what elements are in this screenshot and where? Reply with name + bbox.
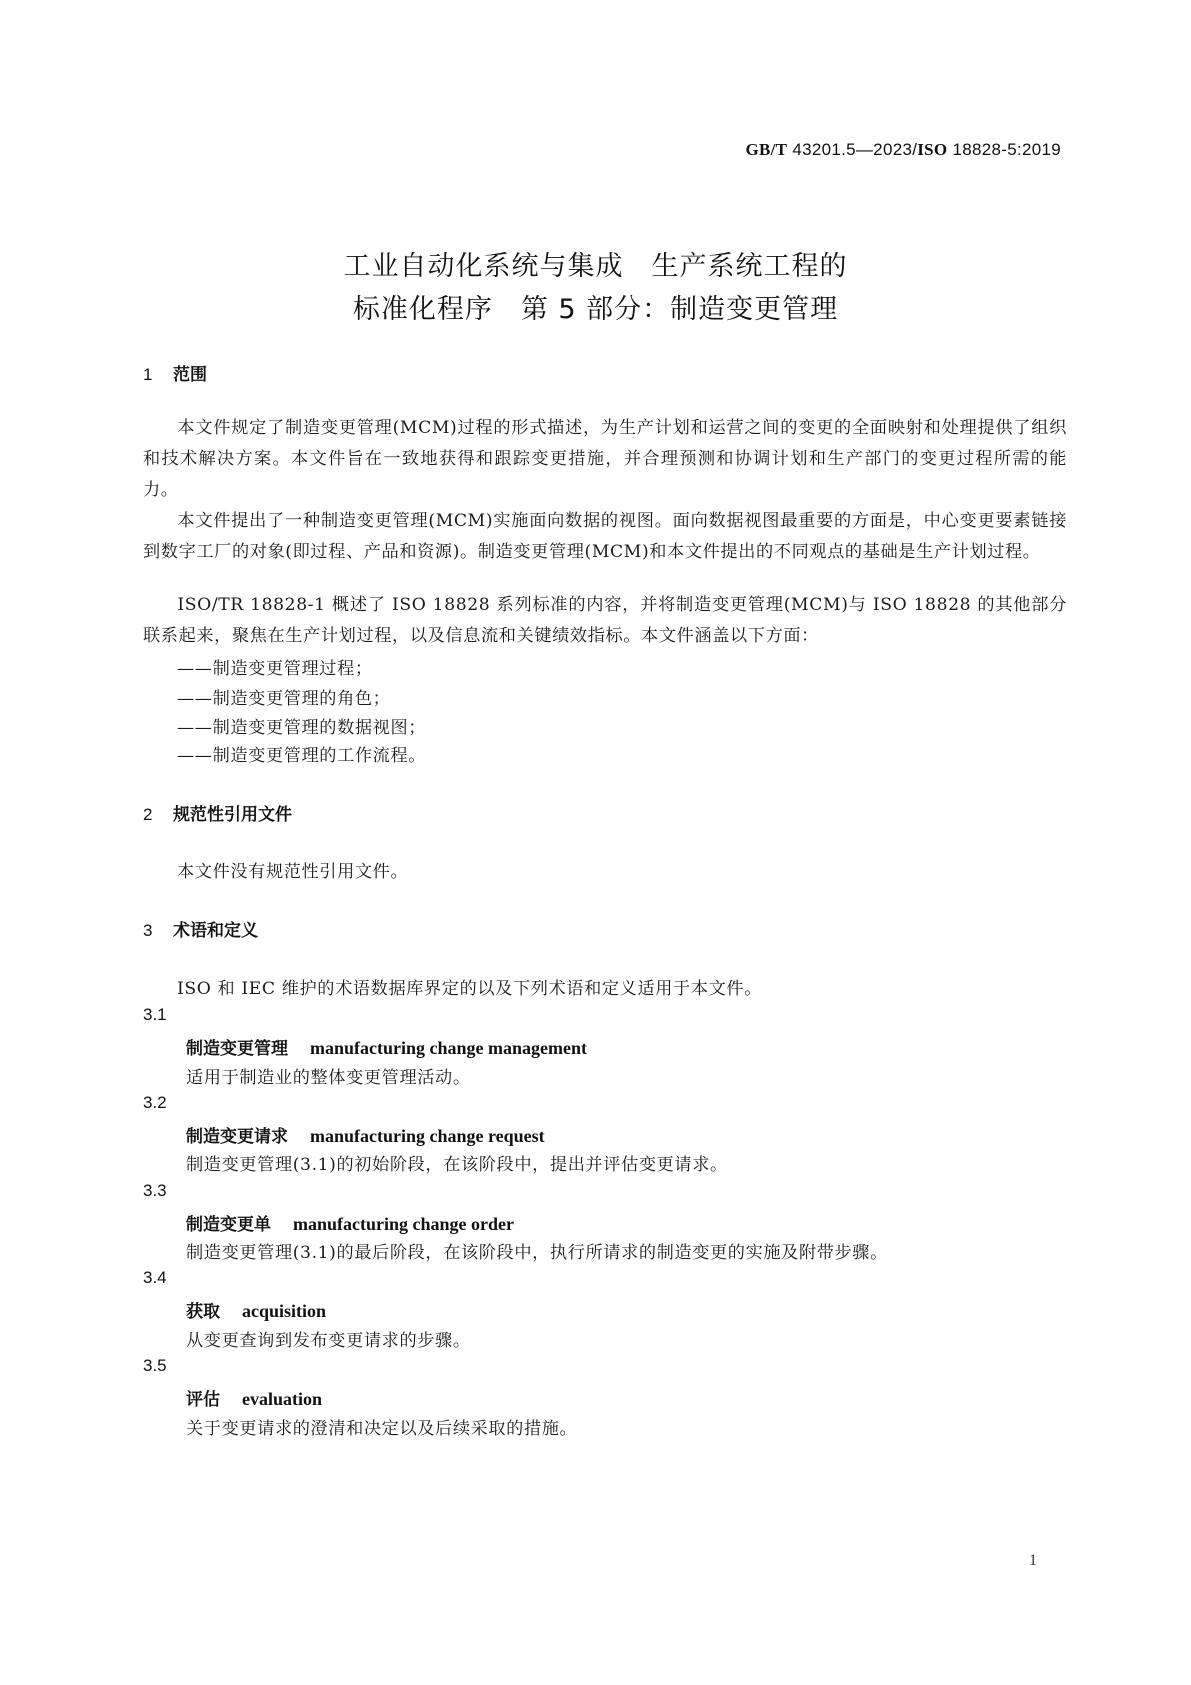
section-2-heading bbox=[143, 800, 292, 825]
section-number: 2 bbox=[143, 805, 153, 824]
document-title-line2: 标准化程序 第 5 部分：制造变更管理 bbox=[352, 294, 839, 325]
section-3-heading bbox=[143, 916, 258, 941]
term-zh: 评估 bbox=[186, 1390, 220, 1410]
standard-number bbox=[745, 140, 1061, 160]
term-heading bbox=[186, 1210, 514, 1235]
term-zh: 制造变更请求 bbox=[186, 1127, 288, 1147]
term-number: 3.2 bbox=[143, 1093, 167, 1112]
list-item: ——制造变更管理的数据视图； bbox=[177, 718, 427, 738]
section-3-intro: ISO 和 IEC 维护的术语数据库界定的以及下列术语和定义适用于本文件。 bbox=[177, 979, 762, 999]
term-number: 3.4 bbox=[143, 1268, 167, 1287]
term-en: acquisition bbox=[242, 1301, 327, 1321]
iso-number: 18828-5:2019 bbox=[947, 140, 1061, 159]
term-heading bbox=[186, 1297, 326, 1322]
term-en: evaluation bbox=[242, 1389, 323, 1409]
term-heading bbox=[186, 1034, 587, 1059]
term-number: 3.3 bbox=[143, 1181, 167, 1200]
page-number: 1 bbox=[1029, 1552, 1037, 1569]
term-number: 3.1 bbox=[143, 1005, 167, 1024]
std-number: 43201.5—2023/ bbox=[787, 140, 918, 159]
section-title: 规范性引用文件 bbox=[173, 805, 292, 825]
term-en: manufacturing change request bbox=[310, 1126, 545, 1146]
term-definition: 制造变更管理(3.1)的最后阶段，在该阶段中，执行所请求的制造变更的实施及附带步骤。 bbox=[186, 1243, 888, 1263]
term-zh: 制造变更单 bbox=[186, 1215, 271, 1235]
term-number: 3.5 bbox=[143, 1356, 167, 1375]
section-2-text: 本文件没有规范性引用文件。 bbox=[177, 862, 409, 882]
term-heading bbox=[186, 1385, 322, 1410]
term-zh: 获取 bbox=[186, 1302, 220, 1322]
section-title: 范围 bbox=[173, 365, 207, 385]
section-1-heading bbox=[143, 360, 207, 385]
list-item: ——制造变更管理的工作流程。 bbox=[177, 746, 427, 766]
term-en: manufacturing change management bbox=[310, 1038, 587, 1058]
list-item: ——制造变更管理的角色； bbox=[177, 689, 391, 709]
term-definition: 从变更查询到发布变更请求的步骤。 bbox=[186, 1331, 471, 1351]
list-item: ——制造变更管理过程； bbox=[177, 659, 373, 679]
iso-prefix: ISO bbox=[917, 140, 948, 159]
document-title-line1: 工业自动化系统与集成 生产系统工程的 bbox=[343, 251, 848, 282]
term-heading bbox=[186, 1122, 545, 1147]
term-definition: 适用于制造业的整体变更管理活动。 bbox=[186, 1068, 471, 1088]
term-en: manufacturing change order bbox=[293, 1214, 514, 1234]
section-number: 1 bbox=[143, 365, 153, 384]
section-1-paragraph-3: ISO/TR 18828-1 概述了 ISO 18828 系列标准的内容，并将制造变更管理(MCM)与 ISO 18828 的其他部分联系起来，聚焦在生产计划过程，以及信息流和关键绩效指标。本文件涵盖以下方面： bbox=[143, 595, 1067, 646]
term-definition: 关于变更请求的澄清和决定以及后续采取的措施。 bbox=[186, 1419, 578, 1439]
term-zh: 制造变更管理 bbox=[186, 1039, 288, 1059]
term-definition: 制造变更管理(3.1)的初始阶段，在该阶段中，提出并评估变更请求。 bbox=[186, 1155, 728, 1175]
std-prefix: GB/T bbox=[745, 140, 788, 159]
section-number: 3 bbox=[143, 921, 153, 940]
section-1-paragraph-2: 本文件提出了一种制造变更管理(MCM)实施面向数据的视图。面向数据视图最重要的方面是，中心变更要素链接到数字工厂的对象(即过程、产品和资源)。制造变更管理(MCM)和本文件提出的不同观点的基础是生产计划过程。 bbox=[143, 511, 1067, 562]
section-title: 术语和定义 bbox=[173, 921, 258, 941]
section-1-paragraph-1: 本文件规定了制造变更管理(MCM)过程的形式描述，为生产计划和运营之间的变更的全面映射和处理提供了组织和技术解决方案。本文件旨在一致地获得和跟踪变更措施，并合理预测和协调计划和生产部门的变更过程所需的能力。 bbox=[143, 418, 1067, 500]
